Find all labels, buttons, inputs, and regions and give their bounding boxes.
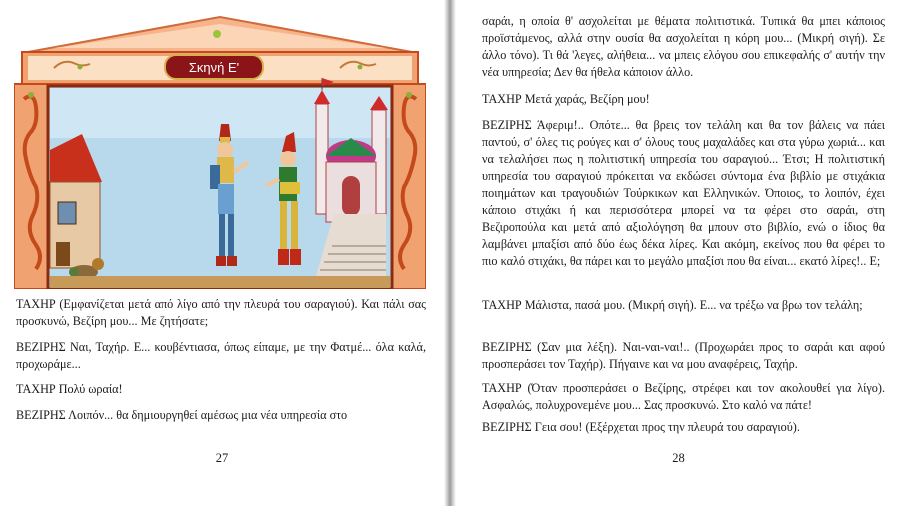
dialogue-paragraph: ΒΕΖΙΡΗΣ Άφεριμ!.. Οπότε... θα βρεις τον τελάλη και θα τον βάλεις να πάει παντού, σ' όλες τις ρούγες και σ' όλους τους μαχαλάδες και στα γύρω χωριά... και να τελαλήσει πως η πολιτιστική υπηρεσία του σαραγιού... Έτσι; Η πολιτιστική υπηρεσία του σαραγιού πρόκειται να εκδώσει σύντομα ένα βιβλίο με στιχάκια ποιημάτων και τραγουδιών Τούρκικων και Ελληνικών. Όποιος, το λοιπόν, έχει κάποιο στιχάκι ή και περισσότερα μπορεί να τα φέρει στο σαράι, στη Βεζιροπούλα και μετά από αξιολόγηση θα μπουν στο βιβλίο, ενώ ο ίδιος θα λαμβάνει μπαξίσι από δύο έως δέκα λίρες. Και ακόμη, εκείνος που θα φέρει το πιο καλό στιχάκι, θα πάρει και το μεγάλο μπαξίσι που θα είναι... εκατό λίρες!.. Ε; [482, 118, 885, 268]
dialogue-paragraph: σαράι, η οποία θ' ασχολείται με θέματα πολιτιστικά. Τυπικά θα μπει κάποιος προϊστάμενος, αλλά στην ουσία θα ασχολείται η κόρη μου... (Μικρή σιγή). Σε άλλο τόνο). Τι θά 'λεγες, αλήθεια... να μπεις ελόγου σου επικεφαλής σ' αυτήν την νέα υπηρεσία; Δεν θα ήθελα κάποιον άλλο. [482, 14, 885, 79]
book-gutter [444, 0, 456, 506]
ornament-dot-icon [213, 30, 221, 38]
karagiozis-stage-illustration [14, 14, 426, 289]
page-number: 27 [215, 451, 229, 465]
dialogue-paragraph: ΤΑΧΗΡ Μετά χαράς, Βεζίρη μου! [482, 92, 650, 106]
left-page [0, 0, 444, 506]
right-page [456, 0, 901, 506]
dialogue-paragraph: ΤΑΧΗΡ Πολύ ωραία! [16, 382, 123, 396]
dialogue-paragraph: ΤΑΧΗΡ (Εμφανίζεται μετά από λίγο από την πλευρά του σαραγιού). Και πάλι σας προσκυνώ, Βεζίρη μου... Με ζητήσατε; [16, 297, 426, 328]
dialogue-paragraph: ΒΕΖΙΡΗΣ (Σαν μια λέξη). Ναι-ναι-ναι!.. (Προχωράει προς το σαράι και αφού προσπεράσει τον Ταχήρ). Πήγαινε και να μου αναφέρεις, Ταχήρ. [482, 340, 885, 371]
dialogue-paragraph: ΒΕΖΙΡΗΣ Λοιπόν... θα δημιουργηθεί αμέσως μια νέα υπηρεσία στο [16, 408, 348, 422]
stage-scene-title: Σκηνή Ε' [188, 60, 240, 75]
page-number: 28 [672, 451, 685, 465]
dialogue-paragraph: ΒΕΖΙΡΗΣ Ναι, Ταχήρ. Ε... κουβέντιασα, όπως είπαμε, με την Φατμέ... όλα καλά, προχωράμε... [16, 340, 426, 371]
dialogue-paragraph: ΤΑΧΗΡ Μάλιστα, πασά μου. (Μικρή σιγή). Ε... να τρέξω να βρω τον τελάλη; [482, 298, 863, 312]
dialogue-paragraph: ΤΑΧΗΡ (Όταν προσπεράσει ο Βεζίρης, στρέφει και τον ακολουθεί για λίγο). Ασφαλώς, πολυχρονεμένε μου... Σας προσκυνώ. Στο καλό να πάτε! [482, 381, 885, 412]
dialogue-paragraph: ΒΕΖΙΡΗΣ Γεια σου! (Εξέρχεται προς την πλευρά του σαραγιού). [482, 420, 800, 434]
